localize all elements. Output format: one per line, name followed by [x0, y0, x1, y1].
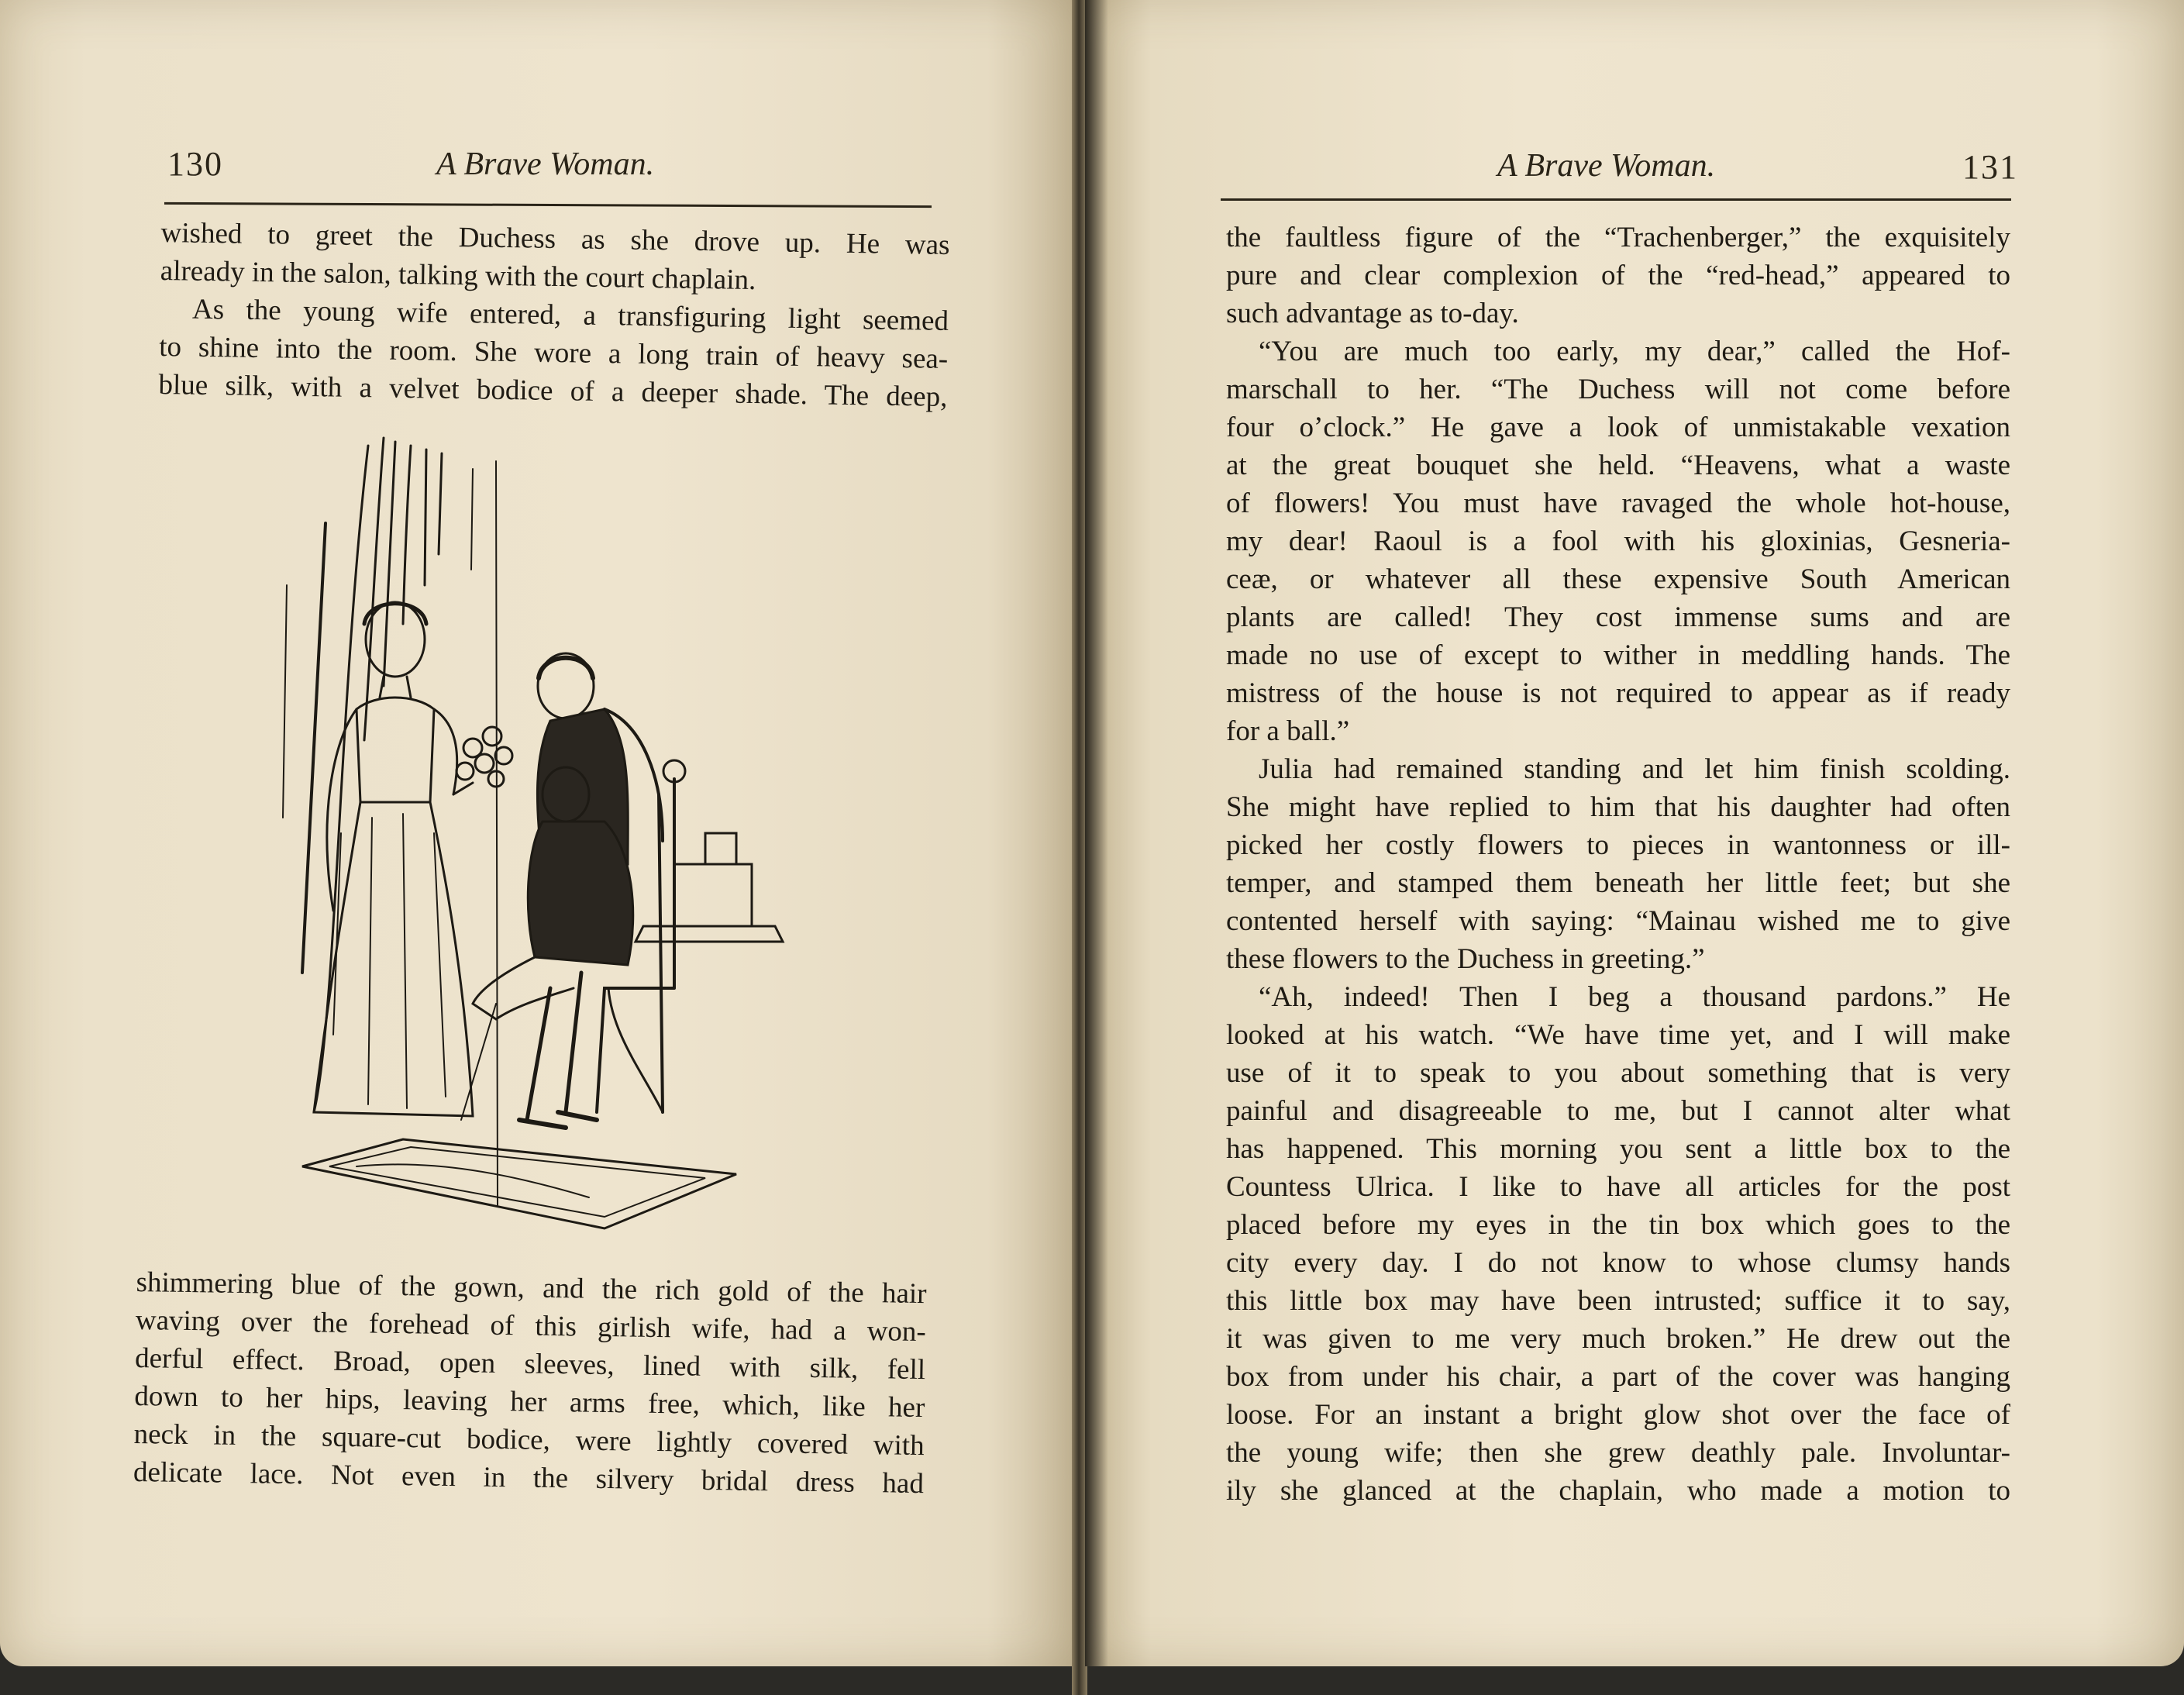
paragraph: “Ah, indeed! Then I beg a thousand pardons.” He looked at his watch. “We have time yet, and I will make use of it to speak to you about something that is very painful and disagreeable to me, but I cannot alter what has happened. This morning you sent a little box to the Countess Ulrica. I like to have all articles for the post placed before my eyes in the tin box which goes to the city every day. I do not know to whose clumsy hands this little box may have been intrusted; suffice it to say, it was given to me very much broken.” He drew out the box from under his chair, a part of the cover was hanging loose. For an instant a bright glow shot over the face of the young wife; then she grew deathly pale. Involuntar- ily she glanced at the chaplain, who made a motion to	[1226, 981, 2010, 1507]
paragraph: “You are much too early, my dear,” called the Hof- marschall to her. “The Duchess will not come before four o’clock.” He gave a look of unmistakable vexation at the great bouquet she held. “Heavens, what a waste of flowers! You must have ravaged the whole hot-house, my dear! Raoul is a fool with his gloxinias, Gesneria- ceæ, or whatever all these expensive South American plants are called! They cost immense sums and are made no use of except to wither in meddling hands. The mistress of the house is not required to appear as if ready for a ball.”	[1226, 336, 2010, 747]
page-number: 130	[167, 145, 223, 183]
paragraph: shimmering blue of the gown, and the rich gold of the hair waving over the forehead of this girlish wife, had a won- derful effect. Broad, open sleeves, lined with silk, fell down to her hips, leaving her arms free, which, like her neck in the square-cut bodice, were lightly covered with delicate lace. Not even in the silvery bridal dress had	[133, 1266, 927, 1500]
left-page-header	[0, 0, 1073, 202]
left-top-text	[158, 214, 950, 416]
header-rule	[164, 202, 932, 208]
header-rule	[1221, 198, 2011, 201]
illustration	[240, 430, 798, 1252]
paragraph: Julia had remained standing and let him finish scolding. She might have replied to him that his daughter had often picked her costly flowers to pieces in wantonness or ill- temper, and stamped them beneath her little feet; but she contented herself with saying: “Mainau wished me to give these flowers to the Duchess in greeting.”	[1226, 753, 2010, 975]
paragraph: wished to greet the Duchess as she drove up. He was already in the salon, talking with the court chaplain.	[160, 216, 950, 297]
right-page	[1085, 0, 2184, 1666]
right-page-text	[1226, 219, 2010, 1510]
paragraph: the faultless figure of the “Trachenberger,” the exquisitely pure and clear complexion of the “red-head,” appeared to such advantage as to-day.	[1226, 222, 2010, 329]
engraving-image	[240, 430, 798, 1252]
left-bottom-text	[133, 1263, 927, 1503]
running-title: A Brave Woman.	[1497, 148, 1716, 184]
paragraph: As the young wife entered, a transfiguring light seemed to shine into the room. She wore a long train of heavy sea- blue silk, with a velvet bodice of a deeper shade. The deep,	[158, 293, 949, 413]
page-number: 131	[1962, 148, 2018, 186]
left-page	[0, 0, 1073, 1666]
running-title: A Brave Woman.	[436, 146, 655, 182]
right-page-header	[1085, 0, 2184, 202]
